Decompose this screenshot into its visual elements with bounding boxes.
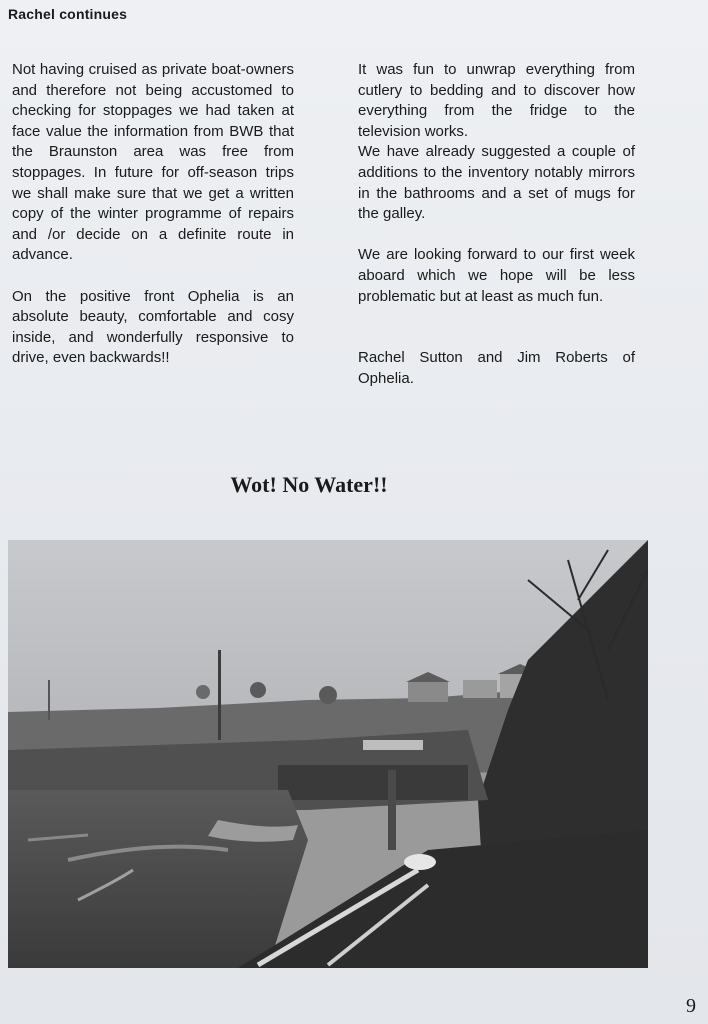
left-column (12, 60, 294, 390)
canal-landscape-image (8, 540, 648, 968)
section-header: Rachel continues (8, 6, 128, 22)
right-column (358, 60, 635, 410)
page-number: 9 (686, 995, 696, 1017)
paragraph: On the positive front Ophelia is an absolute beauty, comfortable and cosy inside, and wonderfully responsive to drive, even backwards!! (12, 287, 294, 367)
paragraph: We have already suggested a couple of additions to the inventory notably mirrors in the bathrooms and a set of mugs for the galley. (358, 143, 635, 223)
paragraph: We are looking forward to our first week aboard which we hope will be less problematic but at least as much fun. (358, 246, 635, 305)
article-title (0, 472, 708, 498)
paragraph: It was fun to unwrap everything from cutlery to bedding and to discover how everything from the fridge to the television works. (358, 61, 635, 140)
paragraph: Not having cruised as private boat-owners and therefore not being accustomed to checking for stoppages we had taken at face value the information from BWB that the Braunston area was free from stoppages. In future for off-season trips we shall make sure that we get a written copy of the winter programme of repairs and /or decide on a definite route in advance. (12, 61, 294, 264)
dry-canal-photo (8, 540, 648, 968)
signature-line: Rachel Sutton and Jim Roberts of Ophelia. (358, 349, 635, 387)
article-title-text: Wot! No Water!! (230, 472, 388, 497)
